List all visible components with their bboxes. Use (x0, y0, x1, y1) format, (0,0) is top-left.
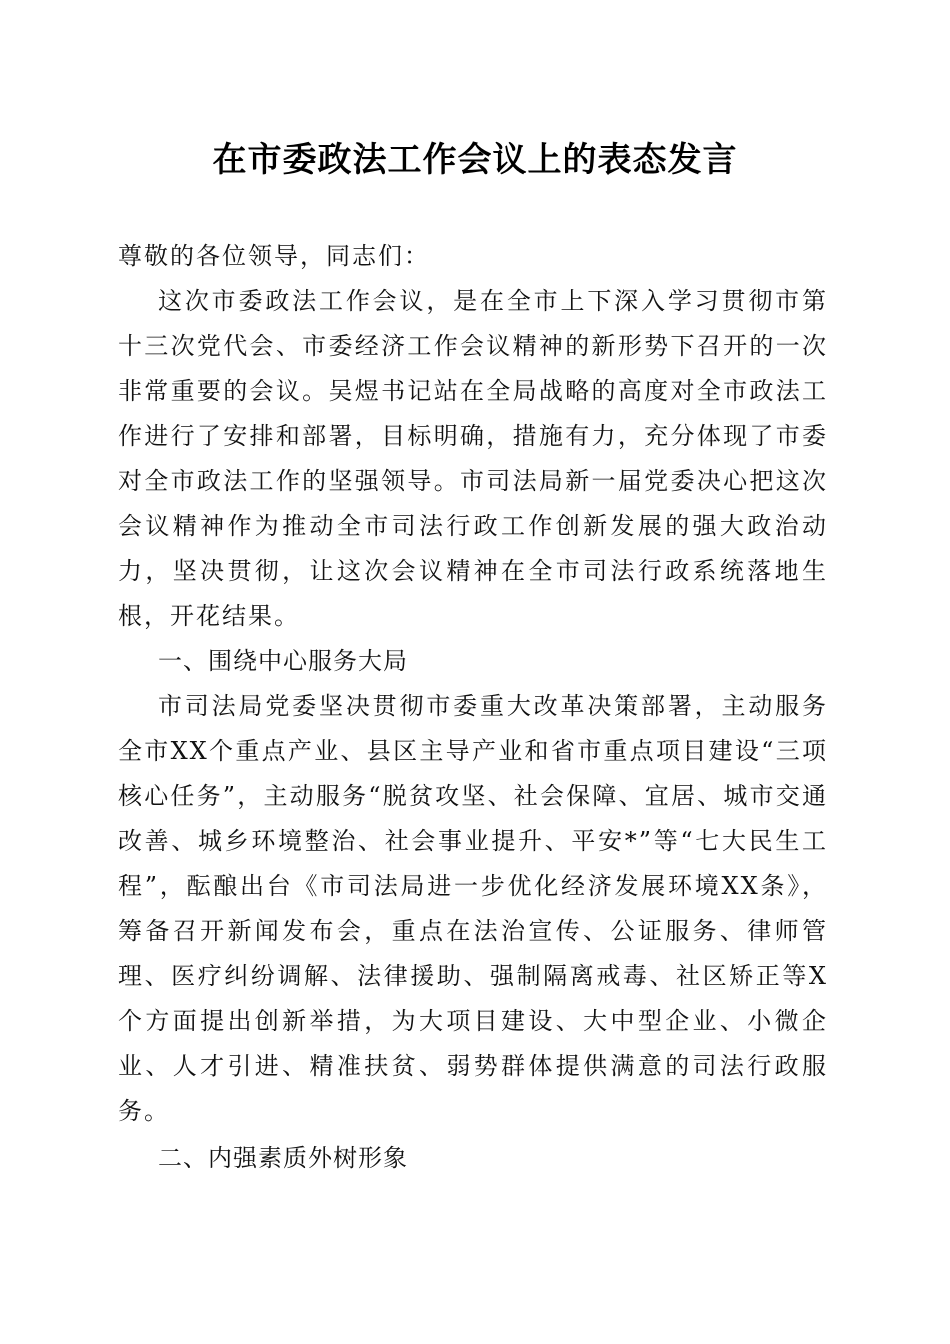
greeting: 尊敬的各位领导，同志们： (118, 242, 430, 270)
section-1-heading: 一、围绕中心服务大局 (158, 647, 408, 675)
intro-paragraph: 这次市委政法工作会议，是在全市上下深入学习贯彻市第十三次党代会、市委经济工作会议精神的新形势下召开的一次非常重要的会议。吴煜书记站在全局战略的高度对全市政法工作进行了安排和部署，目标明确，措施有力，充分体现了市委对全市政法工作的坚强领导。市司法局新一届党委决心把这次会议精神作为推动全市司法行政工作创新发展的强大政治动力，坚决贯彻，让这次会议精神在全市司法行政系统落地生根，开花结果。 (118, 287, 828, 630)
section-2-heading: 二、内强素质外树形象 (158, 1144, 408, 1172)
document-title: 在市委政法工作会议上的表态发言 (212, 140, 738, 180)
section-1-paragraph: 市司法局党委坚决贯彻市委重大改革决策部署，主动服务全市XX个重点产业、县区主导产业和省市重点项目建设“三项核心任务”，主动服务“脱贫攻坚、社会保障、宜居、城市交通改善、城乡环境整治、社会事业提升、平安*”等“七大民生工程”，酝酿出台《市司法局进一步优化经济发展环境XX条》，筹备召开新闻发布会，重点在法治宣传、公证服务、律师管理、医疗纠纷调解、法律援助、强制隔离戒毒、社区矫正等X个方面提出创新举措，为大项目建设、大中型企业、小微企业、人才引进、精准扶贫、弱势群体提供满意的司法行政服务。 (118, 692, 828, 1125)
document-body (118, 234, 828, 1181)
